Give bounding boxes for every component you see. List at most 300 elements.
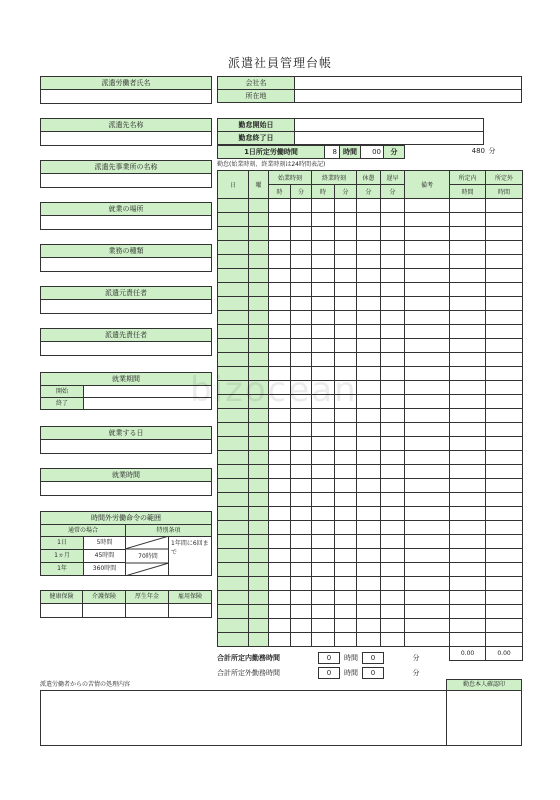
dest-office-field[interactable] [40, 173, 212, 188]
attendance-cell[interactable] [291, 297, 312, 311]
attendance-cell[interactable] [291, 591, 312, 605]
attendance-cell[interactable] [450, 381, 486, 395]
attendance-cell[interactable] [405, 437, 450, 451]
attendance-cell[interactable] [335, 535, 357, 549]
attendance-cell[interactable] [291, 409, 312, 423]
attendance-cell[interactable] [450, 325, 486, 339]
attendance-cell[interactable] [450, 367, 486, 381]
attendance-cell[interactable] [486, 283, 523, 297]
attendance-cell[interactable] [450, 283, 486, 297]
attendance-cell[interactable] [291, 241, 312, 255]
attendance-cell[interactable] [291, 577, 312, 591]
attendance-cell[interactable] [269, 451, 291, 465]
attendance-cell[interactable] [486, 535, 523, 549]
attendance-cell[interactable] [357, 353, 381, 367]
attendance-cell[interactable] [291, 479, 312, 493]
start-date-field[interactable] [294, 118, 484, 132]
attendance-cell[interactable] [450, 409, 486, 423]
attendance-cell[interactable] [486, 367, 523, 381]
attendance-cell[interactable] [269, 493, 291, 507]
attendance-cell[interactable] [291, 563, 312, 577]
attendance-cell[interactable] [312, 493, 335, 507]
attendance-cell[interactable] [486, 591, 523, 605]
attendance-cell[interactable] [335, 605, 357, 619]
attendance-cell[interactable] [381, 311, 405, 325]
attendance-cell[interactable] [269, 549, 291, 563]
attendance-cell[interactable] [291, 325, 312, 339]
attendance-cell[interactable] [357, 325, 381, 339]
attendance-cell[interactable] [335, 507, 357, 521]
attendance-cell[interactable] [405, 409, 450, 423]
attendance-cell[interactable] [450, 311, 486, 325]
attendance-cell[interactable] [312, 199, 335, 213]
attendance-cell[interactable] [357, 311, 381, 325]
attendance-cell[interactable] [405, 563, 450, 577]
attendance-cell[interactable] [291, 549, 312, 563]
attendance-cell[interactable] [335, 325, 357, 339]
attendance-cell[interactable] [335, 339, 357, 353]
attendance-cell[interactable] [357, 241, 381, 255]
attendance-cell[interactable] [291, 493, 312, 507]
summary-out-minutes[interactable]: 0 [362, 667, 384, 679]
attendance-cell[interactable] [335, 241, 357, 255]
attendance-cell[interactable] [405, 297, 450, 311]
attendance-cell[interactable] [312, 311, 335, 325]
attendance-cell[interactable] [357, 549, 381, 563]
attendance-cell[interactable] [357, 465, 381, 479]
attendance-cell[interactable] [312, 577, 335, 591]
attendance-cell[interactable] [357, 507, 381, 521]
attendance-cell[interactable] [405, 493, 450, 507]
attendance-cell[interactable] [269, 507, 291, 521]
attendance-cell[interactable] [381, 577, 405, 591]
attendance-cell[interactable] [291, 619, 312, 633]
attendance-cell[interactable] [312, 227, 335, 241]
attendance-cell[interactable] [312, 269, 335, 283]
attendance-cell[interactable] [357, 339, 381, 353]
attendance-cell[interactable] [269, 227, 291, 241]
attendance-cell[interactable] [335, 563, 357, 577]
attendance-cell[interactable] [381, 465, 405, 479]
attendance-cell[interactable] [405, 633, 450, 647]
attendance-cell[interactable] [269, 409, 291, 423]
attendance-cell[interactable] [335, 549, 357, 563]
attendance-cell[interactable] [357, 563, 381, 577]
attendance-cell[interactable] [312, 213, 335, 227]
confirm-stamp-field[interactable] [446, 690, 522, 746]
attendance-cell[interactable] [312, 591, 335, 605]
attendance-cell[interactable] [291, 507, 312, 521]
attendance-cell[interactable] [405, 507, 450, 521]
attendance-cell[interactable] [486, 437, 523, 451]
attendance-cell[interactable] [450, 521, 486, 535]
attendance-cell[interactable] [291, 213, 312, 227]
attendance-cell[interactable] [381, 339, 405, 353]
job-type-field[interactable] [40, 257, 212, 272]
attendance-cell[interactable] [450, 619, 486, 633]
attendance-cell[interactable] [335, 213, 357, 227]
attendance-cell[interactable] [312, 283, 335, 297]
attendance-cell[interactable] [269, 633, 291, 647]
attendance-cell[interactable] [486, 451, 523, 465]
attendance-cell[interactable] [381, 325, 405, 339]
attendance-cell[interactable] [486, 563, 523, 577]
attendance-cell[interactable] [486, 311, 523, 325]
attendance-cell[interactable] [291, 465, 312, 479]
attendance-cell[interactable] [381, 437, 405, 451]
attendance-cell[interactable] [450, 535, 486, 549]
address-field[interactable] [294, 89, 522, 103]
attendance-cell[interactable] [450, 577, 486, 591]
attendance-cell[interactable] [291, 423, 312, 437]
attendance-cell[interactable] [269, 437, 291, 451]
attendance-cell[interactable] [269, 423, 291, 437]
attendance-cell[interactable] [486, 241, 523, 255]
attendance-cell[interactable] [357, 213, 381, 227]
attendance-cell[interactable] [335, 297, 357, 311]
attendance-cell[interactable] [357, 591, 381, 605]
attendance-cell[interactable] [269, 353, 291, 367]
attendance-cell[interactable] [312, 297, 335, 311]
attendance-cell[interactable] [269, 199, 291, 213]
attendance-cell[interactable] [486, 493, 523, 507]
attendance-cell[interactable] [405, 367, 450, 381]
attendance-cell[interactable] [381, 563, 405, 577]
attendance-cell[interactable] [269, 619, 291, 633]
attendance-cell[interactable] [269, 241, 291, 255]
attendance-cell[interactable] [381, 493, 405, 507]
attendance-cell[interactable] [357, 283, 381, 297]
attendance-cell[interactable] [381, 521, 405, 535]
attendance-cell[interactable] [381, 353, 405, 367]
attendance-cell[interactable] [269, 605, 291, 619]
attendance-cell[interactable] [269, 255, 291, 269]
attendance-cell[interactable] [405, 353, 450, 367]
attendance-cell[interactable] [269, 213, 291, 227]
attendance-cell[interactable] [269, 339, 291, 353]
end-date-field[interactable] [294, 131, 484, 145]
attendance-cell[interactable] [291, 227, 312, 241]
attendance-cell[interactable] [312, 325, 335, 339]
attendance-cell[interactable] [269, 311, 291, 325]
attendance-cell[interactable] [381, 409, 405, 423]
work-days-field[interactable] [40, 439, 212, 454]
attendance-cell[interactable] [291, 535, 312, 549]
attendance-cell[interactable] [312, 605, 335, 619]
attendance-cell[interactable] [357, 535, 381, 549]
attendance-cell[interactable] [291, 269, 312, 283]
attendance-cell[interactable] [312, 241, 335, 255]
work-hours-field[interactable] [40, 481, 212, 496]
attendance-cell[interactable] [335, 521, 357, 535]
attendance-cell[interactable] [291, 605, 312, 619]
attendance-cell[interactable] [312, 451, 335, 465]
dest-manager-field[interactable] [40, 341, 212, 356]
daily-minutes-value[interactable]: 00 [360, 145, 384, 159]
attendance-cell[interactable] [486, 605, 523, 619]
attendance-cell[interactable] [450, 465, 486, 479]
attendance-cell[interactable] [269, 325, 291, 339]
attendance-cell[interactable] [450, 423, 486, 437]
attendance-cell[interactable] [291, 255, 312, 269]
attendance-cell[interactable] [357, 255, 381, 269]
attendance-cell[interactable] [357, 381, 381, 395]
attendance-cell[interactable] [312, 339, 335, 353]
attendance-cell[interactable] [269, 283, 291, 297]
attendance-cell[interactable] [486, 479, 523, 493]
attendance-cell[interactable] [486, 227, 523, 241]
attendance-cell[interactable] [312, 423, 335, 437]
insurance-pension-field[interactable] [125, 603, 169, 618]
attendance-cell[interactable] [269, 465, 291, 479]
attendance-cell[interactable] [312, 465, 335, 479]
attendance-cell[interactable] [450, 339, 486, 353]
attendance-cell[interactable] [405, 479, 450, 493]
attendance-cell[interactable] [381, 395, 405, 409]
attendance-cell[interactable] [312, 563, 335, 577]
attendance-cell[interactable] [269, 591, 291, 605]
attendance-cell[interactable] [486, 633, 523, 647]
insurance-health-field[interactable] [40, 603, 83, 618]
attendance-cell[interactable] [291, 311, 312, 325]
attendance-cell[interactable] [269, 297, 291, 311]
summary-in-minutes[interactable]: 0 [362, 652, 384, 664]
attendance-cell[interactable] [381, 633, 405, 647]
attendance-cell[interactable] [405, 381, 450, 395]
attendance-cell[interactable] [335, 591, 357, 605]
attendance-cell[interactable] [357, 423, 381, 437]
worker-name-field[interactable] [40, 89, 212, 104]
attendance-cell[interactable] [335, 493, 357, 507]
attendance-cell[interactable] [486, 521, 523, 535]
summary-in-hours[interactable]: 0 [318, 652, 340, 664]
company-field[interactable] [294, 76, 522, 90]
attendance-cell[interactable] [381, 535, 405, 549]
attendance-cell[interactable] [335, 199, 357, 213]
attendance-cell[interactable] [381, 549, 405, 563]
attendance-cell[interactable] [450, 549, 486, 563]
attendance-cell[interactable] [269, 577, 291, 591]
attendance-cell[interactable] [405, 465, 450, 479]
attendance-cell[interactable] [357, 451, 381, 465]
attendance-cell[interactable] [381, 227, 405, 241]
source-manager-field[interactable] [40, 299, 212, 314]
attendance-cell[interactable] [335, 283, 357, 297]
attendance-cell[interactable] [450, 451, 486, 465]
attendance-cell[interactable] [312, 549, 335, 563]
attendance-cell[interactable] [357, 227, 381, 241]
attendance-cell[interactable] [312, 409, 335, 423]
attendance-cell[interactable] [405, 227, 450, 241]
attendance-cell[interactable] [335, 479, 357, 493]
attendance-cell[interactable] [405, 395, 450, 409]
attendance-cell[interactable] [357, 367, 381, 381]
dest-name-field[interactable] [40, 131, 212, 146]
attendance-cell[interactable] [405, 521, 450, 535]
attendance-cell[interactable] [335, 465, 357, 479]
attendance-cell[interactable] [405, 269, 450, 283]
attendance-cell[interactable] [381, 381, 405, 395]
attendance-cell[interactable] [381, 451, 405, 465]
attendance-cell[interactable] [312, 353, 335, 367]
attendance-cell[interactable] [405, 423, 450, 437]
attendance-cell[interactable] [291, 521, 312, 535]
attendance-cell[interactable] [450, 507, 486, 521]
attendance-cell[interactable] [357, 577, 381, 591]
attendance-cell[interactable] [357, 395, 381, 409]
attendance-cell[interactable] [405, 339, 450, 353]
summary-out-hours[interactable]: 0 [318, 667, 340, 679]
attendance-cell[interactable] [291, 283, 312, 297]
attendance-cell[interactable] [291, 633, 312, 647]
attendance-cell[interactable] [405, 577, 450, 591]
attendance-cell[interactable] [450, 479, 486, 493]
attendance-cell[interactable] [486, 395, 523, 409]
attendance-cell[interactable] [486, 619, 523, 633]
attendance-cell[interactable] [486, 381, 523, 395]
attendance-cell[interactable] [486, 577, 523, 591]
attendance-cell[interactable] [486, 353, 523, 367]
attendance-cell[interactable] [312, 521, 335, 535]
attendance-cell[interactable] [357, 437, 381, 451]
attendance-cell[interactable] [486, 297, 523, 311]
attendance-cell[interactable] [335, 353, 357, 367]
attendance-cell[interactable] [450, 563, 486, 577]
attendance-cell[interactable] [381, 241, 405, 255]
attendance-cell[interactable] [312, 633, 335, 647]
insurance-employment-field[interactable] [168, 603, 212, 618]
insurance-care-field[interactable] [82, 603, 126, 618]
attendance-cell[interactable] [357, 269, 381, 283]
attendance-cell[interactable] [486, 213, 523, 227]
attendance-cell[interactable] [486, 199, 523, 213]
attendance-cell[interactable] [291, 353, 312, 367]
attendance-cell[interactable] [450, 633, 486, 647]
attendance-cell[interactable] [450, 297, 486, 311]
attendance-cell[interactable] [357, 521, 381, 535]
attendance-cell[interactable] [486, 325, 523, 339]
attendance-cell[interactable] [312, 479, 335, 493]
attendance-cell[interactable] [450, 605, 486, 619]
complaint-field[interactable] [40, 690, 447, 746]
attendance-cell[interactable] [357, 633, 381, 647]
attendance-cell[interactable] [450, 227, 486, 241]
daily-hours-value[interactable]: 8 [324, 145, 340, 159]
attendance-cell[interactable] [291, 339, 312, 353]
attendance-cell[interactable] [335, 255, 357, 269]
attendance-cell[interactable] [405, 605, 450, 619]
attendance-cell[interactable] [450, 241, 486, 255]
attendance-cell[interactable] [405, 213, 450, 227]
attendance-cell[interactable] [450, 437, 486, 451]
attendance-cell[interactable] [312, 507, 335, 521]
attendance-cell[interactable] [381, 367, 405, 381]
attendance-cell[interactable] [405, 549, 450, 563]
attendance-cell[interactable] [335, 311, 357, 325]
attendance-cell[interactable] [335, 451, 357, 465]
attendance-cell[interactable] [486, 423, 523, 437]
attendance-cell[interactable] [335, 437, 357, 451]
attendance-cell[interactable] [405, 241, 450, 255]
attendance-cell[interactable] [450, 255, 486, 269]
attendance-cell[interactable] [312, 619, 335, 633]
attendance-cell[interactable] [381, 591, 405, 605]
attendance-cell[interactable] [335, 423, 357, 437]
attendance-cell[interactable] [381, 619, 405, 633]
attendance-cell[interactable] [450, 591, 486, 605]
attendance-cell[interactable] [450, 353, 486, 367]
attendance-cell[interactable] [405, 451, 450, 465]
attendance-cell[interactable] [269, 535, 291, 549]
attendance-cell[interactable] [486, 507, 523, 521]
attendance-cell[interactable] [405, 591, 450, 605]
attendance-cell[interactable] [486, 255, 523, 269]
attendance-cell[interactable] [381, 199, 405, 213]
attendance-cell[interactable] [405, 199, 450, 213]
attendance-cell[interactable] [381, 297, 405, 311]
attendance-cell[interactable] [450, 199, 486, 213]
attendance-cell[interactable] [381, 255, 405, 269]
attendance-cell[interactable] [486, 269, 523, 283]
attendance-cell[interactable] [269, 479, 291, 493]
attendance-cell[interactable] [335, 619, 357, 633]
attendance-cell[interactable] [381, 479, 405, 493]
attendance-cell[interactable] [357, 479, 381, 493]
attendance-cell[interactable] [405, 535, 450, 549]
attendance-cell[interactable] [450, 213, 486, 227]
attendance-cell[interactable] [291, 199, 312, 213]
attendance-cell[interactable] [291, 451, 312, 465]
work-place-field[interactable] [40, 215, 212, 230]
attendance-cell[interactable] [486, 549, 523, 563]
attendance-cell[interactable] [357, 409, 381, 423]
attendance-cell[interactable] [335, 269, 357, 283]
attendance-cell[interactable] [405, 311, 450, 325]
attendance-cell[interactable] [312, 255, 335, 269]
attendance-cell[interactable] [381, 213, 405, 227]
attendance-cell[interactable] [335, 633, 357, 647]
attendance-cell[interactable] [357, 619, 381, 633]
attendance-cell[interactable] [486, 409, 523, 423]
attendance-cell[interactable] [291, 437, 312, 451]
attendance-cell[interactable] [486, 465, 523, 479]
attendance-cell[interactable] [312, 535, 335, 549]
attendance-cell[interactable] [450, 493, 486, 507]
attendance-cell[interactable] [335, 577, 357, 591]
attendance-cell[interactable] [269, 521, 291, 535]
attendance-cell[interactable] [357, 493, 381, 507]
attendance-cell[interactable] [486, 339, 523, 353]
attendance-cell[interactable] [381, 507, 405, 521]
attendance-cell[interactable] [357, 199, 381, 213]
attendance-cell[interactable] [381, 605, 405, 619]
attendance-cell[interactable] [312, 437, 335, 451]
attendance-cell[interactable] [450, 395, 486, 409]
attendance-cell[interactable] [357, 297, 381, 311]
attendance-cell[interactable] [335, 409, 357, 423]
attendance-cell[interactable] [450, 269, 486, 283]
attendance-cell[interactable] [381, 283, 405, 297]
attendance-cell[interactable] [405, 255, 450, 269]
attendance-cell[interactable] [381, 423, 405, 437]
attendance-cell[interactable] [269, 563, 291, 577]
attendance-cell[interactable] [335, 227, 357, 241]
attendance-cell[interactable] [357, 605, 381, 619]
attendance-cell[interactable] [405, 325, 450, 339]
attendance-cell[interactable] [381, 269, 405, 283]
attendance-cell[interactable] [405, 283, 450, 297]
attendance-cell[interactable] [269, 269, 291, 283]
